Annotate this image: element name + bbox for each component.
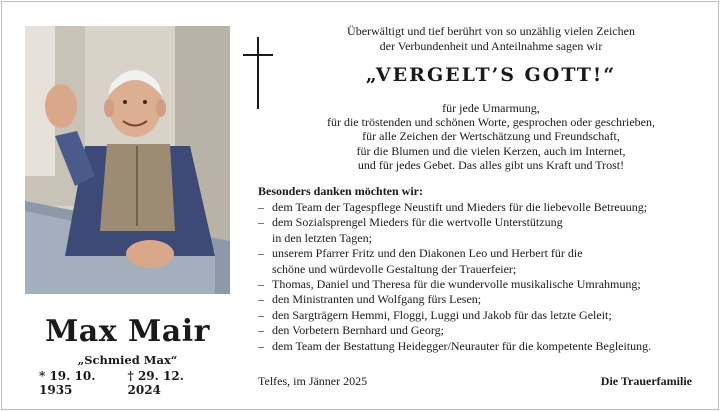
list-item: – den Vorbetern Bernhard und Georg; xyxy=(258,323,444,338)
thanks-line: für die tröstenden und schönen Worte, gesprochen oder geschrieben, xyxy=(326,115,656,130)
list-item: – dem Team der Tagespflege Neustift und Mieders für die liebevolle Betreuung; xyxy=(258,200,648,214)
thanks-line: und für jedes Gebet. Das alles gibt uns Kraft und Trost! xyxy=(357,157,625,172)
thanks-line: für alle Zeichen der Wertschätzung und Freundschaft, xyxy=(362,129,620,144)
deceased-nickname: „Schmied Max“ xyxy=(77,353,178,367)
life-dates xyxy=(25,369,230,397)
thanks-list xyxy=(258,200,698,354)
birth-date: * 19. 10. 1935 xyxy=(39,369,96,397)
intro-text xyxy=(290,24,692,54)
place-date: Telfes, im Jänner 2025 xyxy=(258,374,368,388)
list-item: – Thomas, Daniel und Theresa für die wundervolle musikalische Umrahmung; xyxy=(258,277,641,292)
list-item: – dem Sozialsprengel Mieders für die wertvolle Unterstützung in den letzten Tagen; xyxy=(258,215,563,245)
intro-line: Überwältigt und tief berührt von so unzählig vielen Zeichen xyxy=(347,24,635,38)
list-item: – den Sargträgern Hemmi, Floggi, Luggi und Jakob für das letzte Geleit; xyxy=(258,307,612,322)
thanks-line: für die Blumen und die vielen Kerzen, auch im Internet, xyxy=(356,143,626,158)
deceased-name: Max Mair xyxy=(45,314,210,349)
thanks-text xyxy=(280,101,702,172)
list-item: – unserem Pfarrer Fritz und den Diakonen Leo und Herbert für die schöne und würdevolle Gestaltung der Trauerfeier; xyxy=(258,246,583,276)
list-item: – dem Team der Bestattung Heidegger/Neurauter für die kompetente Begleitung. xyxy=(258,338,652,353)
signature: Die Trauerfamilie xyxy=(600,374,692,388)
cross-icon xyxy=(243,37,273,109)
special-thanks-title: Besonders danken möchten wir: xyxy=(258,184,424,198)
list-item: – den Ministranten und Wolfgang fürs Lesen; xyxy=(258,292,482,307)
portrait-photo xyxy=(25,26,230,294)
death-date: † 29. 12. 2024 xyxy=(127,369,184,397)
thanks-line: für jede Umarmung, xyxy=(442,101,540,115)
headline: „VERGELT’S GOTT!“ xyxy=(365,64,617,86)
intro-line: der Verbundenheit und Anteilnahme sagen wir xyxy=(379,39,603,53)
